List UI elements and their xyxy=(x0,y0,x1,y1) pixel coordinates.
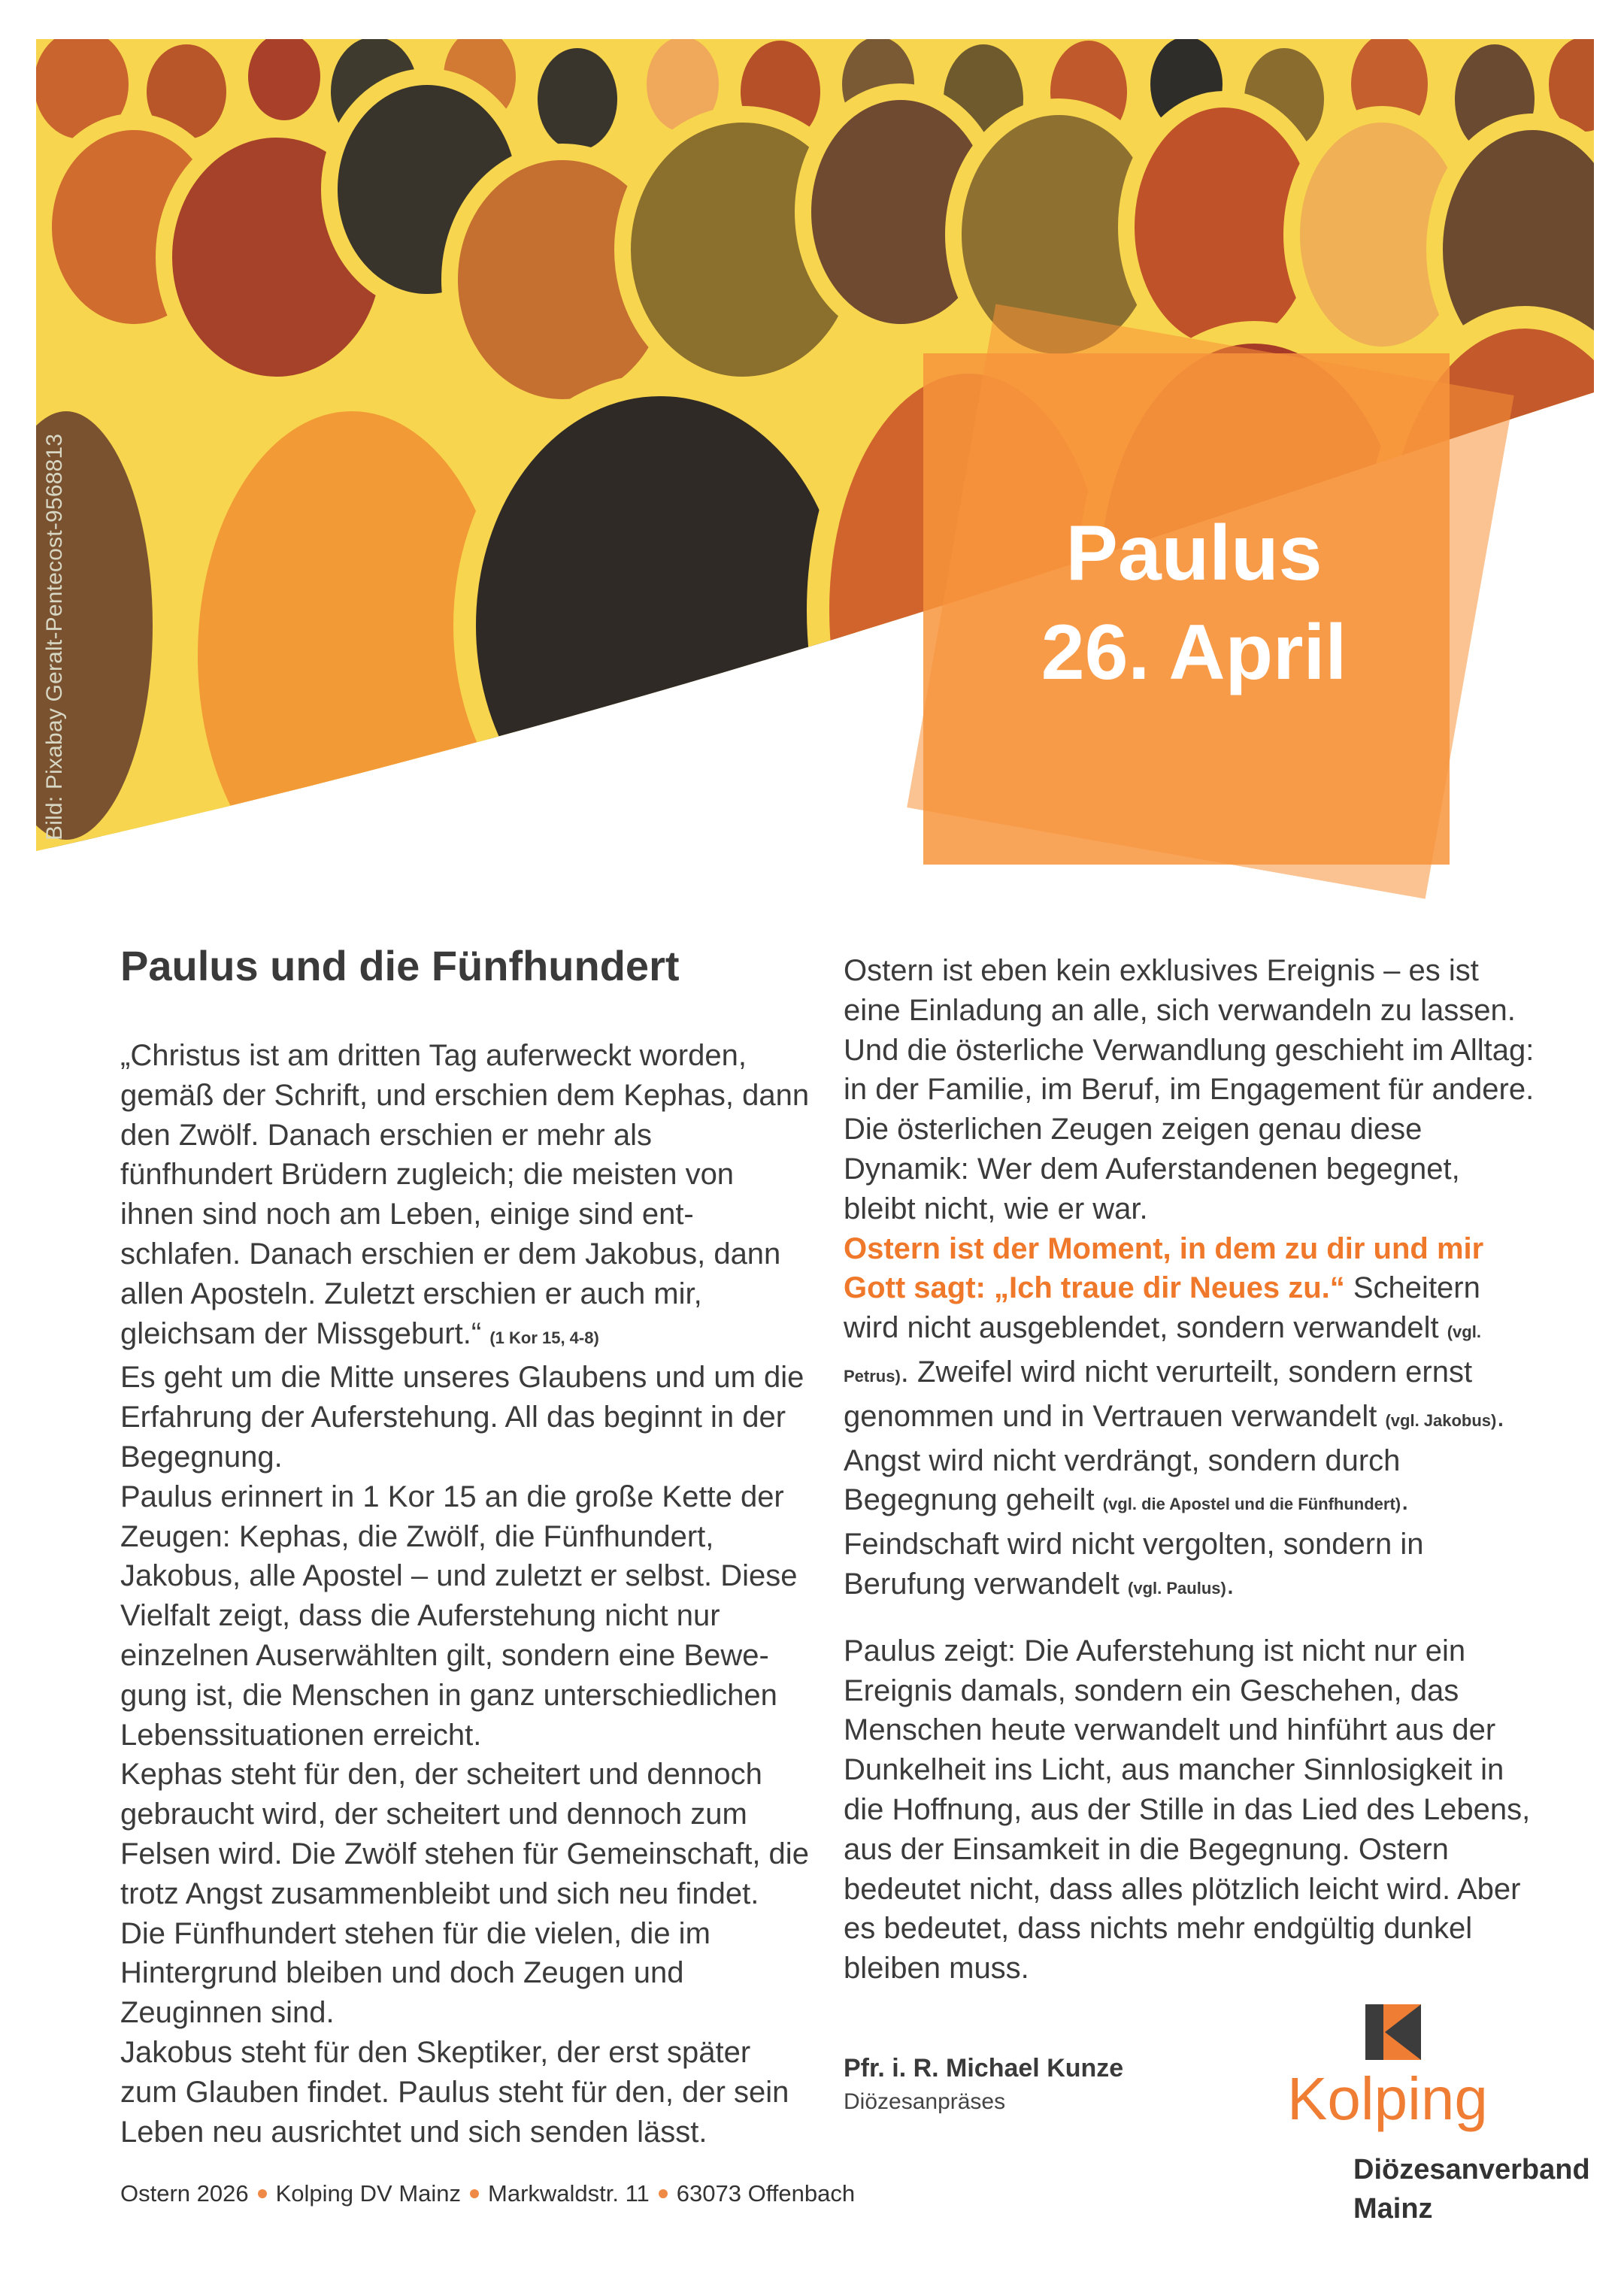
footer-item: 63073 Offenbach xyxy=(676,2180,856,2207)
organization-name xyxy=(1353,2150,1590,2228)
signature xyxy=(844,2051,1123,2119)
paragraph: Es geht um die Mitte unseres Glaubens und um die Erfahrung der Auferstehung. All das beginnt in der Begegnung. xyxy=(120,1361,804,1474)
sentence: . Feindschaft wird nicht vergolten, sondern in Berufung verwandelt xyxy=(844,1483,1424,1601)
reference: (vgl. Petrus) xyxy=(844,1322,1481,1386)
bullet-icon xyxy=(659,2189,668,2198)
footer-item: Ostern 2026 xyxy=(120,2180,249,2207)
bullet-icon xyxy=(258,2189,267,2198)
footer-item: Markwaldstr. 11 xyxy=(488,2180,650,2207)
date-title-name: Paulus xyxy=(1065,510,1323,597)
author-role: Diözesanpräses xyxy=(844,2089,1006,2114)
kolping-wordmark: Kolping xyxy=(1287,2065,1488,2132)
sentence: . Zweifel wird nicht verurteilt, sondern ernst genommen und in Vertrauen verwandelt xyxy=(844,1355,1473,1433)
scripture-quote xyxy=(120,1036,812,1358)
kolping-k-icon xyxy=(1365,2004,1421,2060)
paragraph: Paulus erinnert in 1 Kor 15 an die große Kette der Zeugen: Kephas, die Zwölf, die Fünfhundert, Jakobus, alle Apostel – und zuletzt er selbst. Diese Vielfalt zeigt, dass die Auferstehung nicht nur einzelnen Auserwählten gilt, sondern eine Bewe-gung ist, die Menschen in ganz unterschiedlichen Lebenssituationen erreicht. xyxy=(120,1480,798,1752)
paragraph: Kephas steht für den, der scheitert und dennoch gebraucht wird, der scheitert und dennoch zum Felsen wird. Die Zwölf stehen für Gemeinschaft, die trotz Angst zusammenbleibt und sich neu findet. Die Fünfhundert stehen für die vielen, die im Hintergrund bleiben und doch Zeugen und Zeuginnen sind. xyxy=(120,1758,809,2030)
left-column xyxy=(120,940,812,2152)
spacer xyxy=(844,1609,1535,1631)
sentence: . Angst wird nicht verdrängt, sondern durch Begegnung geheilt xyxy=(844,1399,1505,1517)
paragraph: Paulus zeigt: Die Auferstehung ist nicht nur ein Ereignis damals, sondern ein Geschehen, das Menschen heute verwandelt und hinführt aus der Dunkelheit ins Licht, aus mancher Sinnlosigkeit in die Hoffnung, aus der Stille in das Lied des Lebens, aus der Einsamkeit in die Begegnung. Ostern bedeutet nicht, dass alles plötzlich leicht wird. Aber es bedeutet, dass nichts mehr endgültig dunkel bleiben muss. xyxy=(844,1634,1531,1986)
author-name: Pfr. i. R. Michael Kunze xyxy=(844,2054,1124,2082)
paragraph: Jakobus steht für den Skeptiker, der erst später zum Glauben findet. Paulus steht für den, der sein Leben neu ausrichtet und sich senden lässt. xyxy=(120,2035,789,2149)
org-line-1: Diözesanverband xyxy=(1353,2154,1590,2185)
paragraph: Ostern ist eben kein exklusives Ereignis – es ist eine Einladung an alle, sich verwandeln zu lassen. Und die österliche Verwandlung geschieht im Alltag: in der Familie, im Beruf, im Engagement für andere. xyxy=(844,954,1535,1107)
image-credit: Bild: Pixabay Geralt-Pentecost-9568813 xyxy=(42,433,67,841)
bullet-icon xyxy=(470,2189,479,2198)
quote-reference: (1 Kor 15, 4-8) xyxy=(489,1328,599,1347)
footer xyxy=(120,2180,855,2207)
reference: (vgl. Paulus) xyxy=(1128,1578,1226,1598)
date-title-date: 26. April xyxy=(1041,609,1347,696)
date-title xyxy=(931,504,1457,702)
quote-text: „Christus ist am dritten Tag auferweckt worden, gemäß der Schrift, und erschien dem Kephas, dann den Zwölf. Danach erschien er mehr als fünfhundert Brüdern zugleich; die meisten von ihnen sind noch am Leben, einige sind ent-schlafen. Danach erschien er dem Jakobus, dann allen Aposteln. Zuletzt erschien er auch mir, gleichsam der Missgeburt.“ xyxy=(120,1039,810,1350)
sentence: Scheitern wird nicht ausgeblendet, sondern verwandelt xyxy=(844,1271,1480,1345)
reference: (vgl. Jakobus) xyxy=(1385,1410,1497,1430)
highlight-paragraph xyxy=(844,1229,1535,1609)
article-heading: Paulus und die Fünfhundert xyxy=(120,942,680,989)
reference: (vgl. die Apostel und die Fünfhundert) xyxy=(1102,1495,1401,1514)
right-column xyxy=(844,951,1535,1989)
highlight-quote: Ostern ist der Moment, in dem zu dir und mir Gott sagt: „Ich traue dir Neues zu.“ xyxy=(844,1231,1484,1305)
footer-item: Kolping DV Mainz xyxy=(275,2180,462,2207)
org-line-2: Mainz xyxy=(1353,2193,1433,2225)
sentence: . xyxy=(1226,1567,1235,1601)
paragraph: Die österlichen Zeugen zeigen genau diese Dynamik: Wer dem Auferstandenen begegnet, bleibt nicht, wie er war. xyxy=(844,1113,1460,1225)
